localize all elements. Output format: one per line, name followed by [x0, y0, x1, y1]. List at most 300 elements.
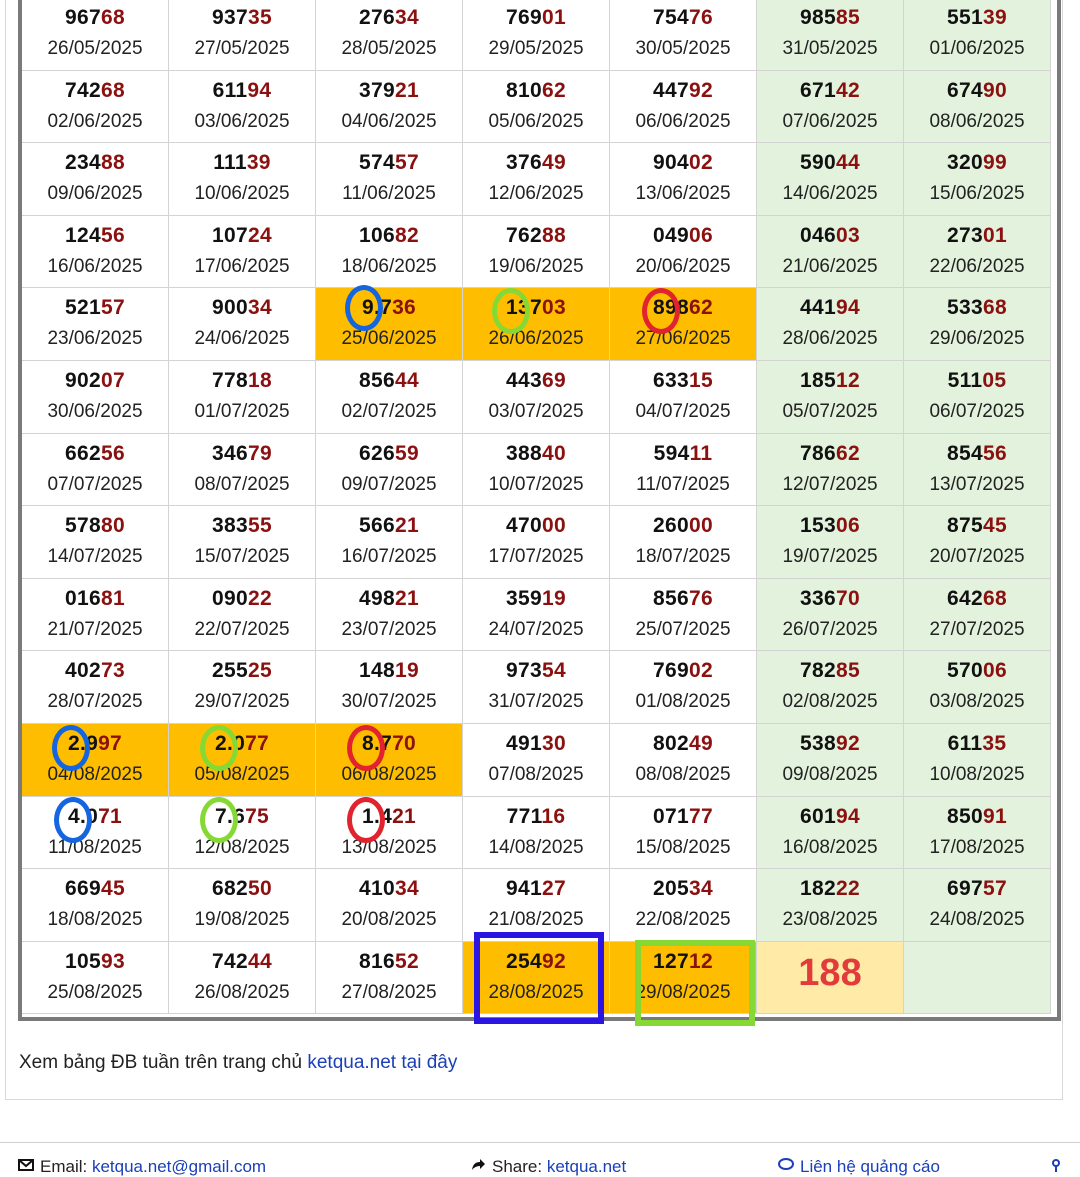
result-main-digits: 071	[653, 804, 689, 828]
result-date: 22/08/2025	[635, 909, 731, 931]
result-date: 26/07/2025	[782, 618, 878, 640]
total-value: 188	[798, 951, 862, 994]
result-number	[610, 151, 756, 175]
result-date: 21/07/2025	[47, 618, 143, 640]
result-number	[757, 805, 903, 829]
result-cell	[904, 506, 1051, 579]
contact-link[interactable]: Liên hệ quảng cáo	[800, 1157, 940, 1176]
result-cell	[316, 651, 463, 724]
result-main-digits: 854	[947, 441, 983, 465]
result-cell	[610, 71, 757, 144]
result-date: 02/08/2025	[782, 691, 878, 713]
result-main-digits: 124	[65, 223, 101, 247]
result-cell	[757, 579, 904, 652]
result-cell	[610, 434, 757, 507]
email-info	[18, 1157, 266, 1177]
result-cell	[610, 216, 757, 289]
result-date: 16/07/2025	[341, 546, 437, 568]
result-date: 05/07/2025	[782, 401, 878, 422]
result-main-digits: 816	[359, 949, 395, 973]
result-cell	[316, 71, 463, 144]
result-main-digits: 902	[65, 369, 101, 392]
email-label: Email:	[40, 1157, 92, 1176]
result-number	[610, 659, 756, 683]
result-cell	[169, 724, 316, 797]
result-cell	[316, 869, 463, 942]
result-main-digits: 255	[212, 659, 248, 683]
result-number	[169, 950, 315, 974]
result-end-digits: 56	[100, 441, 125, 465]
result-cell	[757, 361, 904, 434]
result-number	[904, 369, 1050, 393]
result-main-digits: 9.7	[361, 296, 393, 320]
result-end-digits: 70	[392, 732, 417, 755]
result-main-digits: 498	[359, 586, 395, 610]
result-end-digits: 18	[247, 369, 272, 392]
result-main-digits: 671	[800, 78, 836, 102]
result-main-digits: 491	[506, 732, 542, 755]
result-main-digits: 320	[947, 151, 983, 175]
result-number	[463, 732, 609, 756]
result-cell	[169, 579, 316, 652]
result-main-digits: 346	[212, 441, 248, 465]
result-number	[463, 659, 609, 683]
result-end-digits: 03	[541, 296, 566, 320]
result-date: 24/07/2025	[488, 618, 584, 640]
result-date: 17/06/2025	[194, 255, 290, 277]
result-number	[316, 514, 462, 538]
result-cell	[169, 0, 316, 71]
result-date: 04/08/2025	[47, 764, 143, 785]
result-number	[22, 587, 168, 611]
result-cell	[316, 506, 463, 579]
result-main-digits: 511	[947, 369, 983, 392]
result-date: 05/06/2025	[488, 110, 584, 132]
result-main-digits: 443	[506, 369, 542, 392]
result-cell	[22, 942, 169, 1015]
result-cell	[316, 143, 463, 216]
result-number	[169, 732, 315, 756]
result-date: 30/05/2025	[635, 38, 731, 59]
result-date: 24/08/2025	[929, 909, 1025, 931]
result-date: 08/08/2025	[635, 764, 731, 785]
result-number	[22, 79, 168, 103]
result-date: 25/06/2025	[341, 328, 437, 350]
bottom-bar	[0, 1142, 1080, 1176]
result-date: 13/06/2025	[635, 183, 731, 205]
result-number	[169, 296, 315, 320]
result-cell	[463, 869, 610, 942]
result-end-digits: 62	[835, 441, 860, 465]
result-end-digits: 82	[394, 223, 419, 247]
result-number	[757, 296, 903, 320]
result-end-digits: 00	[541, 514, 566, 538]
result-date: 02/07/2025	[341, 401, 437, 422]
result-number	[316, 296, 462, 320]
result-main-digits: 856	[359, 369, 395, 392]
result-date: 27/08/2025	[341, 981, 437, 1003]
result-end-digits: 15	[688, 369, 713, 392]
result-date: 04/06/2025	[341, 110, 437, 132]
result-cell	[904, 579, 1051, 652]
result-number	[904, 6, 1050, 30]
result-end-digits: 68	[982, 586, 1007, 610]
result-cell	[169, 434, 316, 507]
result-cell	[22, 288, 169, 361]
result-date: 28/08/2025	[488, 981, 584, 1003]
result-main-digits: 611	[947, 732, 983, 755]
result-date: 13/07/2025	[929, 473, 1025, 495]
result-number	[22, 296, 168, 320]
result-end-digits: 92	[688, 78, 713, 102]
result-end-digits: 40	[541, 441, 566, 465]
result-number	[316, 6, 462, 30]
result-end-digits: 76	[688, 586, 713, 610]
result-end-digits: 99	[982, 151, 1007, 175]
result-main-digits: 107	[212, 223, 248, 247]
result-main-digits: 802	[653, 732, 689, 755]
result-main-digits: 762	[506, 223, 542, 247]
result-end-digits: 54	[541, 659, 566, 683]
result-number	[904, 732, 1050, 756]
result-number	[22, 442, 168, 466]
result-main-digits: 967	[65, 6, 101, 29]
results-table	[18, 0, 1061, 1021]
result-date: 24/06/2025	[194, 328, 290, 350]
result-end-digits: 35	[247, 6, 272, 29]
result-main-digits: 049	[653, 223, 689, 247]
result-main-digits: 137	[506, 296, 542, 320]
result-date: 20/07/2025	[929, 546, 1025, 568]
result-end-digits: 49	[541, 151, 566, 175]
result-cell	[463, 579, 610, 652]
result-cell	[757, 434, 904, 507]
result-main-digits: 402	[65, 659, 101, 683]
result-end-digits: 25	[247, 659, 272, 683]
result-cell	[22, 506, 169, 579]
result-cell	[904, 869, 1051, 942]
result-cell	[463, 216, 610, 289]
result-end-digits: 35	[982, 732, 1007, 755]
result-main-digits: 521	[65, 296, 101, 320]
result-date: 08/06/2025	[929, 110, 1025, 132]
result-number	[22, 877, 168, 901]
result-end-digits: 70	[835, 586, 860, 610]
share-icon	[470, 1158, 486, 1172]
result-main-digits: 754	[653, 6, 689, 29]
result-number	[22, 369, 168, 393]
result-end-digits: 55	[247, 514, 272, 538]
result-end-digits: 56	[100, 223, 125, 247]
result-date: 29/06/2025	[929, 328, 1025, 350]
result-main-digits: 7.6	[214, 804, 246, 828]
result-cell	[22, 651, 169, 724]
result-main-digits: 273	[947, 223, 983, 247]
result-number	[463, 224, 609, 248]
result-date: 13/08/2025	[341, 836, 437, 858]
result-cell	[22, 71, 169, 144]
result-number	[610, 369, 756, 393]
result-cell	[22, 143, 169, 216]
result-end-digits: 34	[394, 877, 419, 901]
result-main-digits: 669	[65, 877, 101, 901]
result-end-digits: 68	[982, 296, 1007, 320]
result-end-digits: 91	[982, 804, 1007, 828]
result-number	[22, 805, 168, 829]
result-cell	[610, 0, 757, 71]
result-cell	[463, 71, 610, 144]
result-number	[463, 442, 609, 466]
result-main-digits: 786	[800, 441, 836, 465]
result-number	[316, 151, 462, 175]
result-end-digits: 88	[100, 151, 125, 175]
result-end-digits: 22	[247, 586, 272, 610]
result-cell	[316, 434, 463, 507]
result-main-digits: 254	[506, 949, 542, 973]
result-date: 07/06/2025	[782, 110, 878, 132]
result-end-digits: 39	[982, 6, 1007, 29]
result-end-digits: 62	[688, 296, 713, 320]
result-number	[463, 805, 609, 829]
result-cell	[757, 651, 904, 724]
result-date: 31/07/2025	[488, 691, 584, 713]
result-number	[169, 224, 315, 248]
share-info	[470, 1157, 626, 1177]
chat-icon	[778, 1158, 794, 1172]
result-date: 03/07/2025	[488, 401, 584, 422]
result-cell	[316, 361, 463, 434]
result-cell	[169, 869, 316, 942]
result-date: 08/07/2025	[194, 473, 290, 495]
result-number	[316, 732, 462, 756]
result-number	[904, 514, 1050, 538]
footer-note	[19, 1052, 457, 1074]
result-date: 30/07/2025	[341, 691, 437, 713]
result-end-digits: 12	[688, 949, 713, 973]
result-main-digits: 090	[212, 586, 248, 610]
result-date: 25/08/2025	[47, 981, 143, 1003]
result-main-digits: 898	[653, 296, 689, 320]
result-number	[316, 442, 462, 466]
result-cell	[757, 724, 904, 797]
result-end-digits: 94	[835, 804, 860, 828]
result-end-digits: 21	[394, 586, 419, 610]
result-end-digits: 30	[541, 732, 566, 755]
result-date: 23/07/2025	[341, 618, 437, 640]
result-main-digits: 470	[506, 514, 542, 538]
result-number	[610, 296, 756, 320]
result-date: 10/06/2025	[194, 183, 290, 205]
result-cell	[22, 434, 169, 507]
result-main-digits: 771	[506, 804, 542, 828]
result-end-digits: 44	[394, 369, 419, 392]
result-main-digits: 379	[359, 78, 395, 102]
result-end-digits: 68	[100, 78, 125, 102]
result-main-digits: 2.0	[214, 732, 246, 755]
total-cell	[757, 942, 904, 1015]
result-cell	[463, 506, 610, 579]
result-main-digits: 633	[653, 369, 689, 392]
result-date: 03/08/2025	[929, 691, 1025, 713]
result-cell	[169, 651, 316, 724]
result-date: 14/07/2025	[47, 546, 143, 568]
result-main-digits: 769	[506, 6, 542, 29]
result-end-digits: 90	[982, 78, 1007, 102]
result-number	[169, 805, 315, 829]
result-end-digits: 85	[835, 659, 860, 683]
result-main-digits: 111	[213, 151, 247, 175]
result-number	[169, 877, 315, 901]
result-cell	[610, 869, 757, 942]
result-main-digits: 376	[506, 151, 542, 175]
result-number	[316, 224, 462, 248]
result-number	[904, 659, 1050, 683]
result-date: 10/08/2025	[929, 764, 1025, 785]
result-number	[610, 805, 756, 829]
result-number	[463, 877, 609, 901]
result-cell	[904, 361, 1051, 434]
result-end-digits: 52	[394, 949, 419, 973]
result-end-digits: 49	[688, 732, 713, 755]
result-cell	[757, 506, 904, 579]
result-number	[22, 950, 168, 974]
result-date: 06/08/2025	[341, 764, 437, 785]
result-main-digits: 782	[800, 659, 836, 683]
result-main-digits: 742	[212, 949, 248, 973]
key-icon	[1048, 1158, 1064, 1172]
result-number	[169, 514, 315, 538]
result-cell	[463, 434, 610, 507]
result-cell	[169, 797, 316, 870]
result-date: 29/05/2025	[488, 38, 584, 59]
result-date: 31/05/2025	[782, 38, 878, 59]
result-end-digits: 57	[100, 296, 125, 320]
result-number	[904, 587, 1050, 611]
result-main-digits: 574	[359, 151, 395, 175]
share-link[interactable]: ketqua.net	[546, 1157, 627, 1176]
result-cell	[610, 506, 757, 579]
result-date: 16/06/2025	[47, 255, 143, 277]
result-cell	[757, 0, 904, 71]
result-main-digits: 276	[359, 6, 395, 29]
result-end-digits: 50	[247, 877, 272, 901]
result-end-digits: 34	[394, 6, 419, 29]
result-main-digits: 566	[359, 514, 395, 538]
result-main-digits: 148	[359, 659, 395, 683]
result-main-digits: 850	[947, 804, 983, 828]
result-number	[316, 79, 462, 103]
result-main-digits: 182	[800, 877, 836, 901]
result-cell	[463, 143, 610, 216]
result-cell	[904, 0, 1051, 71]
result-number	[610, 514, 756, 538]
result-date: 22/07/2025	[194, 618, 290, 640]
result-cell	[610, 579, 757, 652]
result-cell	[610, 942, 757, 1015]
result-end-digits: 69	[541, 369, 566, 392]
result-cell	[169, 361, 316, 434]
homepage-link[interactable]: ketqua.net tại đây	[307, 1052, 458, 1073]
result-card	[5, 0, 1063, 1100]
result-number	[757, 442, 903, 466]
result-end-digits: 92	[835, 732, 860, 755]
result-date: 28/06/2025	[782, 328, 878, 350]
result-number	[757, 877, 903, 901]
result-date: 14/06/2025	[782, 183, 878, 205]
result-number	[904, 224, 1050, 248]
result-main-digits: 778	[212, 369, 248, 392]
result-number	[610, 732, 756, 756]
result-date: 17/07/2025	[488, 546, 584, 568]
result-end-digits: 07	[100, 369, 125, 392]
result-number	[22, 659, 168, 683]
result-main-digits: 8.7	[361, 732, 393, 755]
result-date: 18/06/2025	[341, 255, 437, 277]
result-number	[169, 442, 315, 466]
result-main-digits: 153	[800, 514, 836, 538]
result-end-digits: 19	[394, 659, 419, 683]
result-main-digits: 682	[212, 877, 248, 901]
result-cell	[316, 797, 463, 870]
result-main-digits: 856	[653, 586, 689, 610]
result-main-digits: 046	[800, 223, 836, 247]
result-end-digits: 27	[541, 877, 566, 901]
result-end-digits: 79	[247, 441, 272, 465]
result-main-digits: 904	[653, 151, 689, 175]
result-end-digits: 97	[98, 732, 123, 755]
result-date: 26/05/2025	[47, 38, 143, 59]
result-main-digits: 383	[212, 514, 248, 538]
result-number	[757, 659, 903, 683]
result-number	[463, 79, 609, 103]
result-end-digits: 12	[835, 369, 860, 392]
email-link[interactable]: ketqua.net@gmail.com	[91, 1157, 267, 1176]
result-date: 12/07/2025	[782, 473, 878, 495]
result-number	[22, 514, 168, 538]
result-main-digits: 697	[947, 877, 983, 901]
result-number	[463, 6, 609, 30]
result-cell	[610, 797, 757, 870]
result-end-digits: 34	[688, 877, 713, 901]
result-end-digits: 01	[982, 223, 1007, 247]
result-cell	[904, 724, 1051, 797]
result-number	[169, 79, 315, 103]
result-cell	[22, 216, 169, 289]
result-number	[904, 442, 1050, 466]
result-date: 21/06/2025	[782, 255, 878, 277]
result-date: 27/05/2025	[194, 38, 290, 59]
result-cell	[904, 434, 1051, 507]
result-cell	[316, 216, 463, 289]
result-end-digits: 57	[394, 151, 419, 175]
result-cell	[610, 143, 757, 216]
result-main-digits: 533	[947, 296, 983, 320]
result-cell	[757, 216, 904, 289]
result-number	[757, 151, 903, 175]
result-date: 07/07/2025	[47, 473, 143, 495]
result-number	[757, 514, 903, 538]
result-date: 01/08/2025	[635, 691, 731, 713]
result-main-digits: 205	[653, 877, 689, 901]
result-end-digits: 56	[982, 441, 1007, 465]
result-date: 20/06/2025	[635, 255, 731, 277]
result-date: 19/07/2025	[782, 546, 878, 568]
result-end-digits: 59	[394, 441, 419, 465]
result-date: 06/06/2025	[635, 110, 731, 132]
result-number	[169, 659, 315, 683]
result-cell	[757, 869, 904, 942]
result-end-digits: 68	[100, 6, 125, 29]
